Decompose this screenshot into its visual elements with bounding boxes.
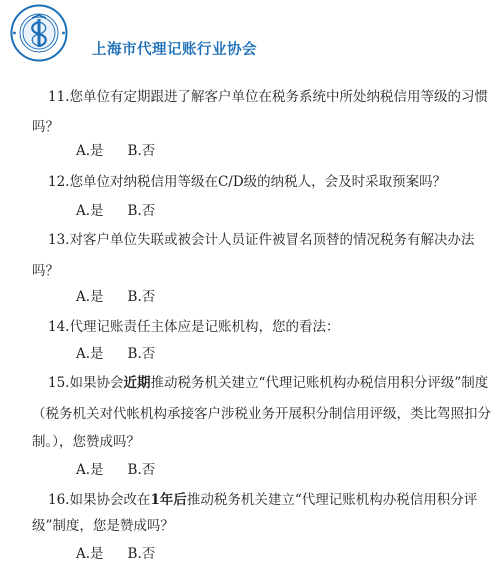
question-11-line1: 11.您单位有定期跟进了解客户单位在税务系统中所处纳税信用等级的习惯 (48, 89, 488, 105)
q16-text-pre: 16.如果协会改在 (48, 492, 151, 508)
option-a: A.是 (76, 289, 104, 305)
option-b: B.否 (127, 203, 156, 219)
question-15-options (76, 458, 155, 478)
question-13-line1: 13.对客户单位失联或被会计人员证件被冒名顶替的情况税务有解决办法 (48, 232, 475, 248)
option-b: B.否 (127, 462, 156, 478)
q16-text-post: 推动税务机关建立“代理记账机构办税信用积分评 (186, 492, 478, 508)
question-11-options (76, 139, 155, 159)
option-a: A.是 (76, 203, 104, 219)
question-15-line3: 制。），您赞成吗？ (32, 434, 140, 450)
question-14-line1: 14.代理记账责任主体应是记账机构，您的看法： (48, 319, 340, 335)
question-16-line2: 级”制度，您是赞成吗？ (32, 518, 174, 534)
question-12-line1: 12.您单位对纳税信用等级在C/D级的纳税人，会及时采取预案吗？ (48, 174, 447, 190)
question-15-line2: （税务机关对代帐机构承接客户涉税业务开展积分制信用评级，类比驾照扣分 (32, 406, 491, 422)
org-name: 上海市代理记账行业协会 (92, 42, 257, 58)
option-a: A.是 (76, 346, 104, 362)
option-a: A.是 (76, 143, 104, 159)
option-b: B.否 (127, 143, 156, 159)
q15-text-post: 推动税务机关建立“代理记账机构办税信用积分评级”制度 (150, 375, 489, 391)
question-16-line1 (48, 488, 477, 508)
option-a: A.是 (76, 462, 104, 478)
question-15-line1 (48, 371, 488, 391)
question-13-line2: 吗？ (32, 263, 59, 279)
option-b: B.否 (127, 346, 156, 362)
question-16-options (76, 542, 155, 562)
question-14-options (76, 342, 155, 362)
association-logo (10, 4, 68, 62)
option-a: A.是 (76, 546, 104, 562)
q16-emphasis: 1年后 (150, 492, 187, 508)
option-b: B.否 (127, 289, 156, 305)
question-12-options (76, 199, 155, 219)
document-header (10, 4, 490, 62)
option-b: B.否 (127, 546, 156, 562)
q15-emphasis: 近期 (123, 375, 151, 391)
question-13-options (76, 285, 155, 305)
q15-text-pre: 15.如果协会 (48, 375, 124, 391)
question-11-line2: 吗？ (32, 119, 59, 135)
